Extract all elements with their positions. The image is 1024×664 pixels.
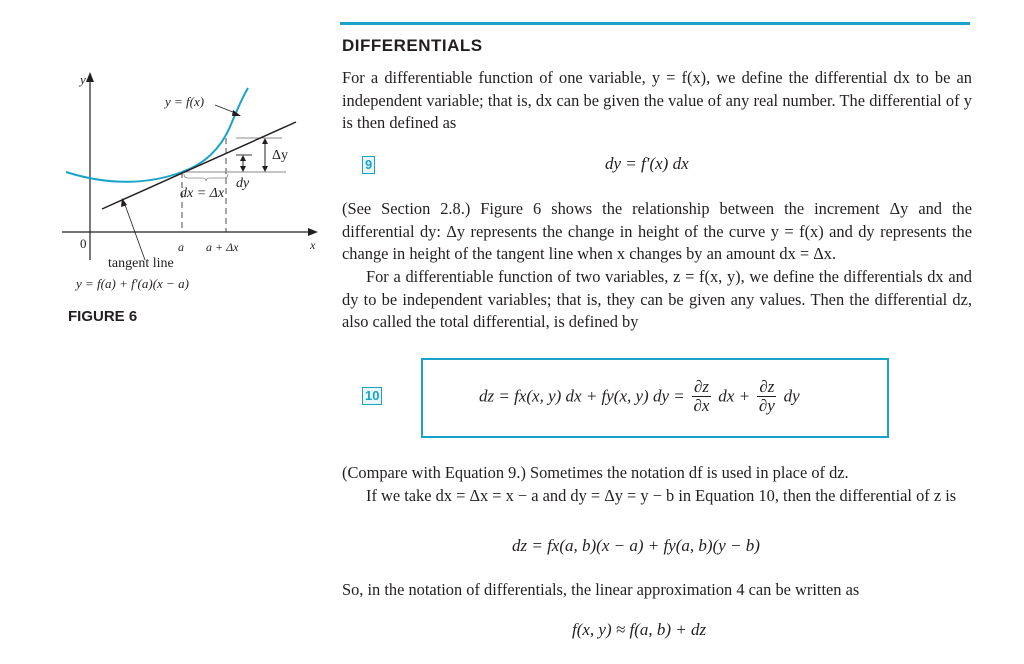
section-heading: DIFFERENTIALS (342, 36, 483, 55)
origin-label: 0 (80, 236, 87, 251)
tick-a-plus-dx-label: a + Δx (206, 240, 239, 254)
paragraph-6: So, in the notation of differentials, the linear approximation 4 can be written as (342, 580, 860, 599)
total-differential-box (421, 358, 889, 438)
paragraph-4: (Compare with Equation 9.) Sometimes the notation df is used in place of dz. (342, 463, 849, 482)
delta-y-label: Δy (272, 148, 289, 163)
tick-a-label: a (178, 240, 184, 254)
dy-label: dy (236, 176, 250, 191)
equation-10: dz = fx(x, y) dx + fy(x, y) dy = $\frac{\partial z}{\partial x}$ dx + $\frac{\partial z}{\partial y}$ dy (479, 377, 800, 415)
figure-6 (0, 60, 340, 340)
equation-9: dy = f′(x) dx (605, 154, 689, 173)
equation-number-10: 10 (362, 387, 382, 405)
figure-caption: FIGURE 6 (68, 308, 138, 325)
equation-linear-approx: f(x, y) ≈ f(a, b) + dz (572, 620, 707, 639)
paragraph-5: If we take dx = Δx = x − a and dy = Δy = y − b in Equation 10, then the differential of z is (366, 486, 957, 505)
curve-label: y = f(x) (165, 94, 205, 109)
x-axis-label: x (310, 238, 316, 252)
equation-10-left: dz = fx(x, y) dx + fy(x, y) dy = (479, 386, 685, 406)
partial-z-y: $\frac{\partial z}{\partial y}$ (758, 377, 775, 415)
paragraph-3: For a differentiable function of two variables, z = f(x, y), we define the differentials dx and dy to be independent variables; that is, they can be given any values. Then the differential dz, also called the total differential, is defined by (342, 267, 972, 332)
paragraph-1: For a differentiable function of one variable, y = f(x), we define the differential dx to be an independent variable; that is, dx can be given the value of any real number. The differential of y is then defined as (342, 68, 972, 133)
partial-z-x: $\frac{\partial z}{\partial x}$ (693, 377, 710, 415)
y-axis-label: y (80, 72, 86, 87)
section-rule (340, 22, 970, 25)
equation-dz-ab: dz = fx(a, b)(x − a) + fy(a, b)(y − b) (512, 536, 760, 555)
paragraph-2: (See Section 2.8.) Figure 6 shows the relationship between the increment Δy and the differential dy: Δy represents the change in height of the curve y = f(x) and dy represents the change in height of the tangent line when x changes by an amount dx = Δx. (342, 199, 972, 264)
dx-label: dx = Δx (180, 186, 225, 201)
equation-number-9: 9 (362, 156, 375, 174)
tangent-equation: y = f(a) + f′(a)(x − a) (76, 276, 189, 291)
tangent-line-label: tangent line (108, 256, 174, 271)
